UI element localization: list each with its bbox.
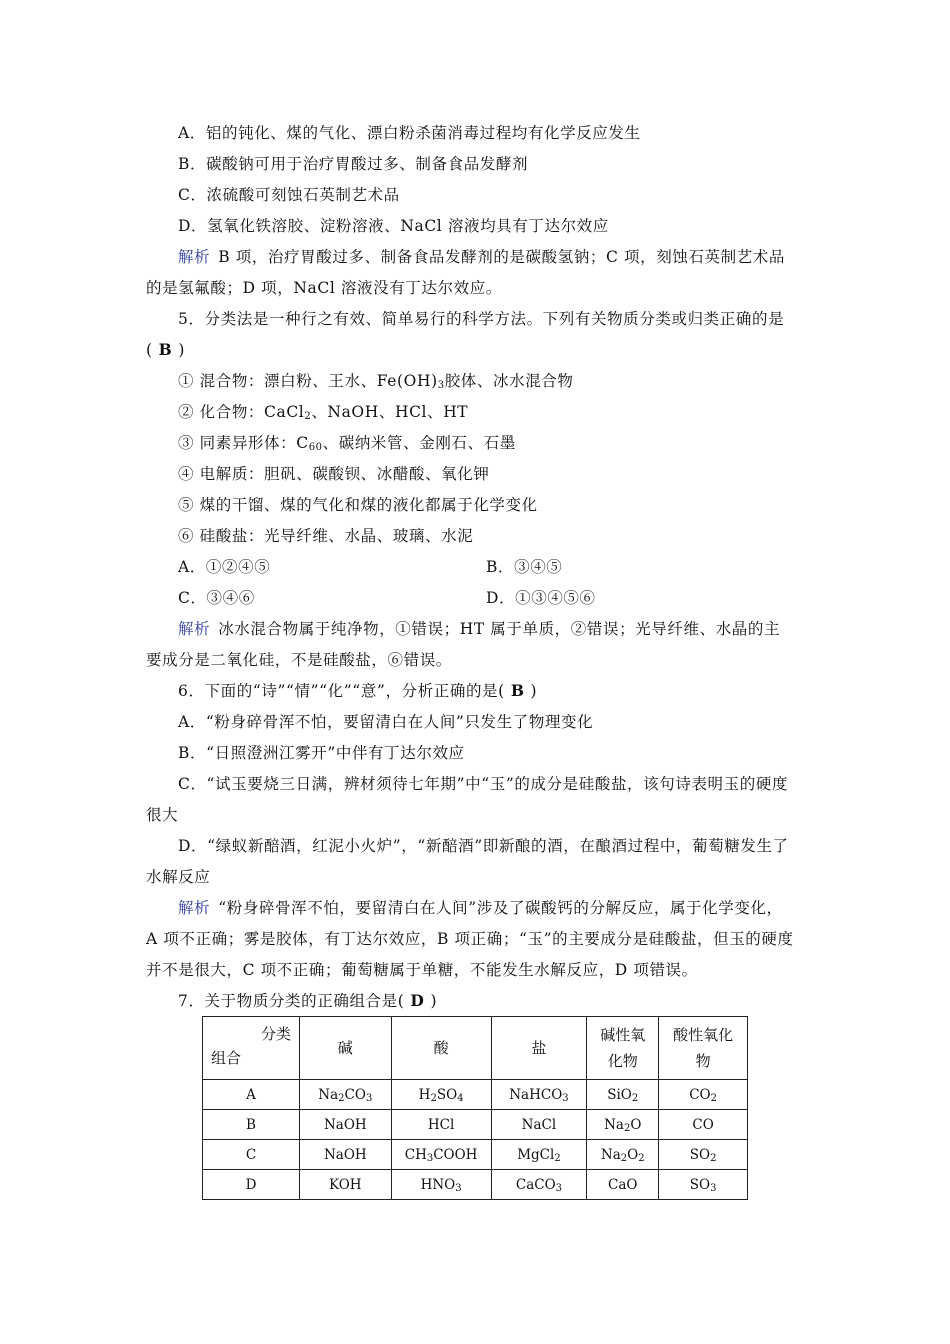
paren-open: ( [146,341,153,359]
q5-options-row-2 [178,588,846,608]
q5-stem: 5．分类法是一种行之有效、简单易行的科学方法。下列有关物质分类或归类正确的是 [178,310,785,328]
q5-item-3: ③ 同素异形体：$C_{60}$、碳纳米管、金刚石、石墨 [178,434,516,453]
q4-explanation-line-2: 的是氢氟酸；D 项，NaCl 溶液没有丁达尔效应。 [146,279,502,297]
q5-explanation-line-1 [178,619,846,639]
q5-explanation-text: 冰水混合物属于纯净物，①错误；HT 属于单质，②错误；光导纤维、水晶的主 [218,620,781,638]
classification-table [202,1016,748,1200]
table-row: B NaOH HCl NaCl $Na_2O$ CO [203,1110,748,1140]
table-row: D KOH $HNO_3$ CaCO$_3$ CaO $SO_3$ [203,1170,748,1200]
q5-answer-line [146,340,814,360]
q6-explanation-text: “粉身碎骨浑不怕，要留清白在人间”涉及了碳酸钙的分解反应，属于化学变化， [218,899,783,917]
header-fenlei: 分类 [260,1025,291,1043]
q4-explanation-text: B 项，治疗胃酸过多、制备食品发酵剂的是碳酸氢钠；C 项，刻蚀石英制艺术品 [218,248,786,266]
q6-option-a: A．“粉身碎骨浑不怕，要留清白在人间”只发生了物理变化 [178,713,594,731]
q5-item-4: ④ 电解质：胆矾、碳酸钡、冰醋酸、氧化钾 [178,465,490,483]
explanation-label: 解析 [178,248,211,266]
paren-close: ) [178,341,186,359]
q5-option-b: B．③④⑤ [486,558,563,576]
q6-option-c-line-1: C．“试玉要烧三日满，辨材须待七年期”中“玉”的成分是硅酸盐，该句诗表明玉的硬度 [178,775,789,793]
header-zuhe: 组合 [211,1049,242,1067]
q5-option-c: C．③④⑥ [178,589,255,607]
q5-options-row-1 [178,557,846,577]
q6-option-b: B．“日照澄洲江雾开”中伴有丁达尔效应 [178,744,465,762]
q6-option-d-line-1: D．“绿蚁新醅酒，红泥小火炉”，“新醅酒”即新酿的酒，在酿酒过程中，葡萄糖发生了 [178,837,789,855]
q4-explanation-line-1 [178,247,846,267]
q6-explanation-line-1 [178,898,846,918]
q4-option-d: D．氢氧化铁溶胶、淀粉溶液、NaCl 溶液均具有丁达尔效应 [178,217,609,235]
q6-option-c-line-2: 很大 [146,806,179,824]
explanation-label: 解析 [178,899,211,917]
q4-option-b: B．碳酸钠可用于治疗胃酸过多、制备食品发酵剂 [178,155,529,173]
q5-item-6: ⑥ 硅酸盐：光导纤维、水晶、玻璃、水泥 [178,527,474,545]
header-diagonal-cell [203,1017,300,1080]
header-basic-oxide: 碱性氧 化物 [587,1017,659,1080]
q5-option-d: D．①③④⑤⑥ [486,589,596,607]
table-row: A $Na_2CO_3$ $H_2SO_4$ NaHCO$_3$ SiO$_2$ $CO_2$ [203,1080,748,1110]
header-acidic-oxide: 酸性氧化 物 [659,1017,748,1080]
table-header-row [203,1017,748,1080]
q6-stem: 6．下面的“诗”“情”“化”“意”，分析正确的是( B ) [178,681,538,700]
table-row: C NaOH $CH_3COOH$ MgCl$_2$ $Na_2O_2$ $SO_2$ [203,1140,748,1170]
q6-answer: B [510,681,525,700]
q5-item-2: ② 化合物：CaCl$_2$、NaOH、HCl、HT [178,403,469,422]
explanation-label: 解析 [178,620,211,638]
q6-explanation-line-3: 并不是很大，C 项不正确；葡萄糖属于单糖，不能发生水解反应，D 项错误。 [146,961,698,979]
header-salt: 盐 [491,1017,587,1080]
q7-answer: D [410,991,425,1010]
q5-option-a: A．①②④⑤ [178,558,271,576]
q7-stem: 7．关于物质分类的正确组合是( D ) [178,991,438,1010]
q5-item-5: ⑤ 煤的干馏、煤的气化和煤的液化都属于化学变化 [178,496,538,514]
q5-item-1: ① 混合物：漂白粉、王水、$Fe(OH)_3$胶体、冰水混合物 [178,372,574,391]
q6-option-d-line-2: 水解反应 [146,868,211,886]
header-base: 碱 [300,1017,392,1080]
q5-explanation-line-2: 要成分是二氧化硅，不是硅酸盐，⑥错误。 [146,651,452,669]
q4-option-c: C．浓硫酸可刻蚀石英制艺术品 [178,186,400,204]
header-acid: 酸 [391,1017,491,1080]
q4-option-a: A．铝的钝化、煤的气化、漂白粉杀菌消毒过程均有化学反应发生 [178,124,641,142]
q5-answer: B [158,340,173,359]
q6-explanation-line-2: A 项不正确；雾是胶体，有丁达尔效应，B 项正确；“玉”的主要成分是硅酸盐，但玉的硬度 [146,930,794,948]
